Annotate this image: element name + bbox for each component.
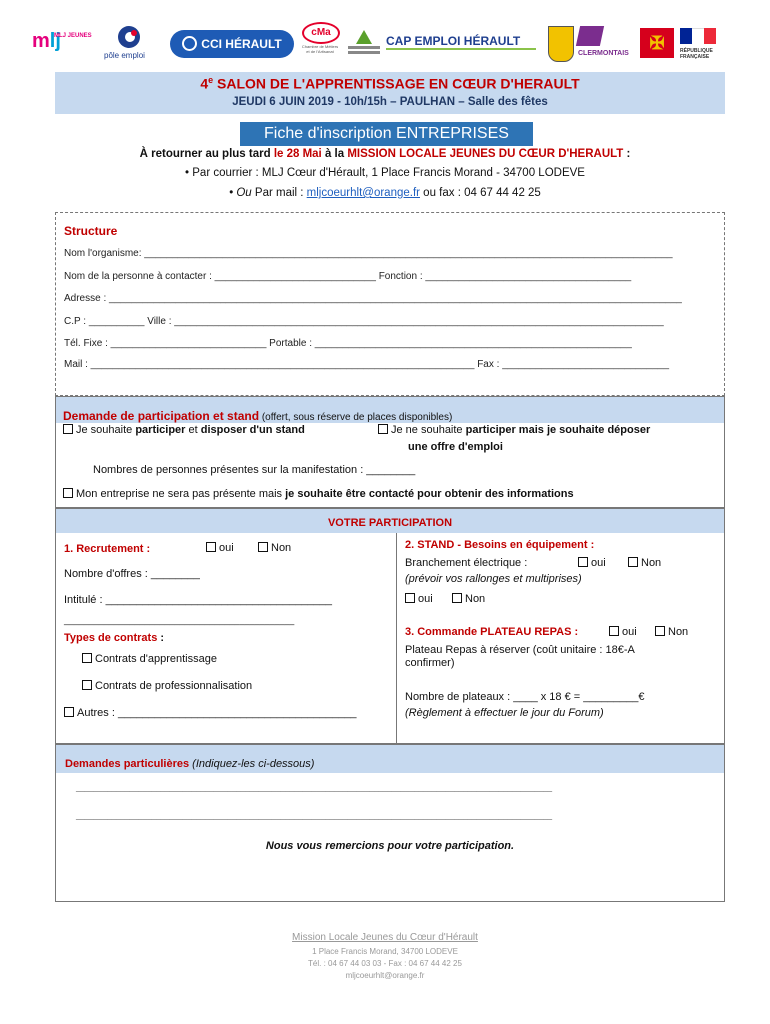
checkbox[interactable] <box>655 626 665 636</box>
contact-person-field[interactable]: Nom de la personne à contacter : _____________________________ Fonction : _____________________________________ <box>64 271 632 282</box>
nombre-personnes-field[interactable]: Nombres de personnes présentes sur la manifestation : ________ <box>93 464 416 476</box>
participation-section <box>55 508 725 744</box>
plateau-title: 3. Commande PLATEAU REPAS : <box>405 626 579 638</box>
pole-emploi-logo: pôle emploi <box>104 26 156 66</box>
rallonges-note: (prévoir vos rallonges et multiprises) <box>405 573 582 585</box>
event-subtitle: JEUDI 6 JUIN 2019 - 10h/15h – PAULHAN – Salle des fêtes <box>232 96 548 108</box>
cci-herault-logo: CCI HÉRAULT <box>170 30 294 58</box>
checkbox[interactable] <box>63 424 73 434</box>
branchement-row: Branchement électrique : <box>405 557 528 569</box>
recrutement-oui[interactable]: oui <box>206 542 234 554</box>
plateau-non[interactable]: Non <box>655 626 688 638</box>
demandes-particulieres-section <box>55 744 725 902</box>
structure-section <box>55 212 725 396</box>
reglement-note: (Règlement à effectuer le jour du Forum) <box>405 707 604 719</box>
footer-name: Mission Locale Jeunes du Cœur d'Hérault <box>292 932 478 943</box>
participer-stand-option[interactable]: Je souhaite participer et disposer d'un stand <box>63 424 305 436</box>
phone-field[interactable]: Tél. Fixe : ____________________________ Portable : _________________________________________________________ <box>64 338 632 349</box>
footer-address: 1 Place Francis Morand, 34700 LODEVE <box>312 947 458 956</box>
demandes-line-2[interactable]: ___________________________________________________________________________________________________________ <box>76 811 553 820</box>
cap-emploi-logo: CAP EMPLOI HÉRAULT <box>386 32 538 56</box>
cma-logo: cMa Chambre de Métiers et de l'Artisanat <box>300 22 340 64</box>
contrat-apprentissage-option[interactable]: Contrats d'apprentissage <box>82 653 217 665</box>
mail-line: • Ou Par mail : mljcoeurhlt@orange.fr ou fax : 04 67 44 42 25 <box>229 187 541 199</box>
event-banner <box>55 72 725 114</box>
email-link[interactable]: mljcoeurhlt@orange.fr <box>306 187 420 199</box>
recrutement-non[interactable]: Non <box>258 542 291 554</box>
event-title: 4e SALON DE L'APPRENTISSAGE EN CŒUR D'HERAULT <box>200 75 580 92</box>
contrat-professionnalisation-option[interactable]: Contrats de professionnalisation <box>82 680 252 692</box>
postal-city-field[interactable]: C.P : __________ Ville : ________________________________________________________________________________________ <box>64 316 664 327</box>
organisation-field[interactable]: Nom l'organisme: _______________________________________________________________________________________________ <box>64 248 673 259</box>
checkbox[interactable] <box>63 488 73 498</box>
checkbox[interactable] <box>378 424 388 434</box>
courrier-line: • Par courrier : MLJ Cœur d'Hérault, 1 Place Francis Morand - 34700 LODEVE <box>185 167 585 179</box>
thank-you-note: Nous vous remercions pour votre participation. <box>265 840 515 852</box>
checkbox[interactable] <box>258 542 268 552</box>
mlj-logo: mlj MLJ JEUNES <box>32 30 92 52</box>
contact-info-option[interactable]: Mon entreprise ne sera pas présente mais je souhaite être contacté pour obtenir des informations <box>63 488 574 500</box>
mail-fax-field[interactable]: Mail : _____________________________________________________________________ Fax : ______________________________ <box>64 359 670 370</box>
branchement-non[interactable]: Non <box>628 557 661 569</box>
checkbox[interactable] <box>609 626 619 636</box>
checkbox[interactable] <box>628 557 638 567</box>
plateau-reserver-line2: confirmer) <box>405 657 455 669</box>
address-field[interactable]: Adresse : _______________________________________________________________________________________________________ <box>64 293 682 304</box>
occitanie-logo: ✠ <box>640 28 674 58</box>
structure-title: Structure <box>64 224 118 238</box>
form-title: Fiche d'inscription ENTREPRISES <box>240 122 533 146</box>
region-logo <box>348 30 380 58</box>
return-instructions: À retourner au plus tard le 28 Mai à la MISSION LOCALE JEUNES DU CŒUR D'HERAULT : <box>139 148 631 160</box>
nombre-offres-field[interactable]: Nombre d'offres : ________ <box>64 568 200 580</box>
checkbox[interactable] <box>206 542 216 552</box>
checkbox[interactable] <box>64 707 74 717</box>
intitule-field-line2[interactable]: ______________________________________________ <box>64 615 295 625</box>
checkbox[interactable] <box>405 593 415 603</box>
demandes-title: Demandes particulières (Indiquez-les ci-dessous) <box>65 758 315 770</box>
stand-non[interactable]: Non <box>452 593 485 605</box>
footer-phone: Tél. : 04 67 44 03 03 - Fax : 04 67 44 42 25 <box>308 959 462 968</box>
plateau-oui[interactable]: oui <box>609 626 637 638</box>
checkbox[interactable] <box>82 653 92 663</box>
participation-header: VOTRE PARTICIPATION <box>56 509 724 533</box>
offre-emploi-option[interactable]: Je ne souhaite participer mais je souhaite déposer <box>378 424 650 436</box>
nombre-plateaux-field[interactable]: Nombre de plateaux : ____ x 18 € = _________€ <box>405 691 645 703</box>
autres-contrats-option[interactable]: Autres : _______________________________________ <box>64 707 357 719</box>
checkbox[interactable] <box>452 593 462 603</box>
lodeve-crest-logo <box>548 26 574 62</box>
column-divider <box>396 533 397 743</box>
footer-email: mljcoeurhlt@orange.fr <box>345 971 425 980</box>
clermontais-logo: CLERMONTAIS <box>578 26 634 62</box>
plateau-reserver: Plateau Repas à réserver (coût unitaire : 18€-A <box>405 644 635 656</box>
demande-section <box>55 396 725 508</box>
stand-oui[interactable]: oui <box>405 593 433 605</box>
types-contrats-title: Types de contrats : <box>64 632 165 644</box>
branchement-oui[interactable]: oui <box>578 557 606 569</box>
demande-title: Demande de participation et stand (offert, sous réserve de places disponibles) <box>63 409 453 423</box>
offre-emploi-continuation: une offre d'emploi <box>408 441 503 453</box>
intitule-field[interactable]: Intitulé : _____________________________________ <box>64 594 332 606</box>
stand-title: 2. STAND - Besoins en équipement : <box>405 539 595 551</box>
recrutement-row: 1. Recrutement : <box>64 543 151 555</box>
demandes-line-1[interactable]: ___________________________________________________________________________________________________________ <box>76 783 553 792</box>
checkbox[interactable] <box>82 680 92 690</box>
partner-logos <box>0 0 770 70</box>
marianne-logo: RÉPUBLIQUE FRANÇAISE <box>680 28 738 62</box>
checkbox[interactable] <box>578 557 588 567</box>
